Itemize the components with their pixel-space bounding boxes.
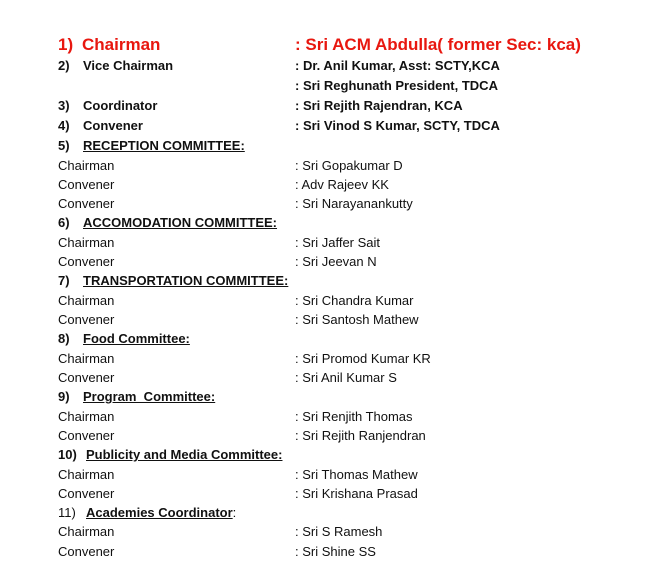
member-role: Chairman [58,351,115,366]
member-name: : Sri Narayanankutty [295,196,413,211]
committee-title: RECEPTION COMMITTEE: [83,138,245,153]
member-row [0,484,652,504]
member-row [0,522,652,542]
member-name: : Sri Santosh Mathew [295,312,419,327]
officer-row-vice-chairman [0,56,652,76]
officer-value: : Sri Rejith Rajendran, KCA [295,98,463,113]
member-name: : Sri Jeevan N [295,254,377,269]
officer-number: 4) [58,118,70,133]
member-name: : Sri Promod Kumar KR [295,351,431,366]
member-name: : Adv Rajeev KK [295,177,389,192]
officer-row-coordinator [0,96,652,116]
committee-title-colon: : [232,505,237,520]
committee-heading-academies [0,503,652,523]
committee-title-wrapper [86,503,236,523]
member-name: : Sri Krishana Prasad [295,486,418,501]
committee-title: Program Committee: [83,389,216,404]
officer-row-convener [0,116,652,136]
member-row [0,426,652,446]
member-name: : Sri Rejith Ranjendran [295,428,426,443]
member-row [0,291,652,311]
member-role: Chairman [58,158,115,173]
committee-title: ACCOMODATION COMMITTEE: [83,215,278,230]
member-row [0,407,652,427]
officer-value: : Sri Vinod S Kumar, SCTY, TDCA [295,118,500,133]
member-name: : Sri Chandra Kumar [295,293,414,308]
officer-label: Convener [83,118,143,133]
member-role: Convener [58,312,115,327]
officer-label: Coordinator [83,98,158,113]
member-role: Convener [58,254,115,269]
member-row [0,194,652,214]
member-name: : Sri Shine SS [295,544,376,559]
member-row [0,252,652,272]
member-row [0,542,652,562]
officer-row-vice-chairman-2 [0,76,652,96]
chairman-label: Chairman [82,35,161,54]
member-name: : Sri Anil Kumar S [295,370,397,385]
committee-heading-program [0,387,652,407]
member-role: Convener [58,370,115,385]
committee-number: 10) [58,447,77,462]
committee-title: Food Committee: [83,331,190,346]
member-role: Chairman [58,467,115,482]
officer-number: 2) [58,58,70,73]
officer-value: : Dr. Anil Kumar, Asst: SCTY,KCA [295,58,500,73]
member-role: Chairman [58,409,115,424]
officer-label: Vice Chairman [83,58,174,73]
member-name: : Sri Gopakumar D [295,158,403,173]
member-role: Convener [58,544,115,559]
member-role: Chairman [58,524,115,539]
committee-number: 9) [58,389,70,404]
member-row [0,465,652,485]
committee-heading-transportation [0,271,652,291]
chairman-value: : Sri ACM Abdulla( former Sec: kca) [295,35,581,54]
member-role: Convener [58,486,115,501]
committee-heading-publicity [0,445,652,465]
committee-number: 5) [58,138,70,153]
committee-title: Academies Coordinator [86,505,233,520]
committee-title: Publicity and Media Committee: [86,447,283,462]
member-role: Convener [58,428,115,443]
member-name: : Sri Jaffer Sait [295,235,381,250]
member-role: Convener [58,177,115,192]
member-row [0,233,652,253]
committee-number: 6) [58,215,70,230]
member-row [0,156,652,176]
member-row [0,175,652,195]
chairman-header-row [0,33,652,57]
member-name: : Sri Thomas Mathew [295,467,418,482]
committee-heading-food [0,329,652,349]
member-role: Chairman [58,293,115,308]
member-role: Convener [58,196,115,211]
officer-number: 3) [58,98,70,113]
committee-heading-accomodation [0,213,652,233]
member-row [0,368,652,388]
chairman-number: 1) [58,35,74,54]
committee-title: TRANSPORTATION COMMITTEE: [83,273,289,288]
member-name: : Sri S Ramesh [295,524,383,539]
member-name: : Sri Renjith Thomas [295,409,413,424]
committee-number: 8) [58,331,70,346]
member-row [0,349,652,369]
committee-heading-reception [0,136,652,156]
committee-number: 11) [58,505,76,520]
member-role: Chairman [58,235,115,250]
member-row [0,310,652,330]
officer-value: : Sri Reghunath President, TDCA [295,78,498,93]
committee-number: 7) [58,273,70,288]
